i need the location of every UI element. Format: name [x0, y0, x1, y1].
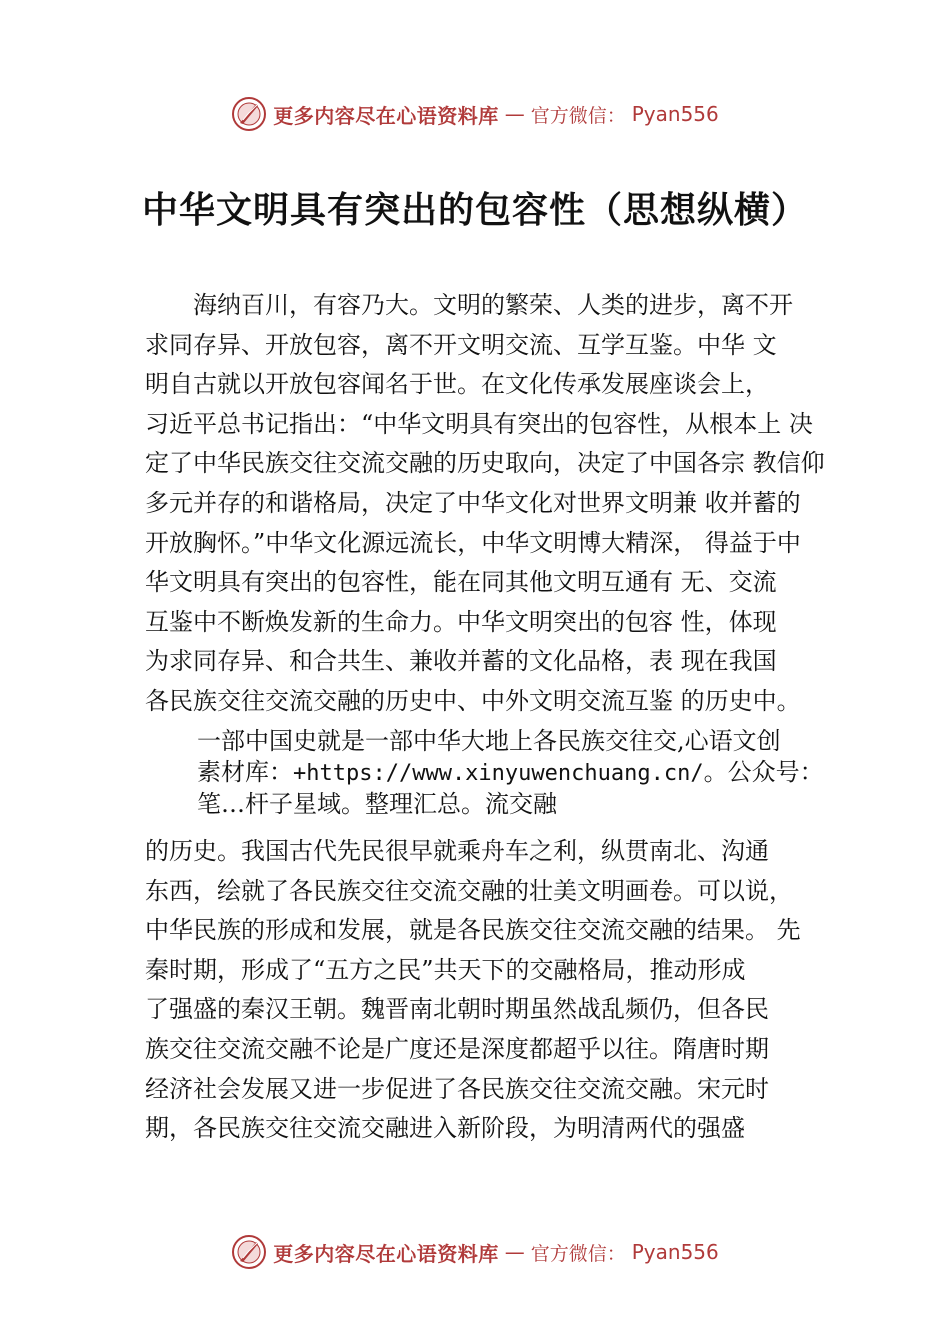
text-line: 互鉴中不断焕发新的生命力。中华文明突出的包容 性，体现	[145, 607, 777, 636]
quill-logo-icon	[231, 1234, 267, 1270]
banner-wechat-id: Pyan556	[631, 102, 719, 126]
text-line: 经济社会发展又进一步促进了各民族交往交流交融。宋元时	[145, 1074, 769, 1103]
text-line: 求同存异、开放包容，离不开文明交流、互学互鉴。中华 文	[145, 330, 777, 359]
promo-line-3: 笔…杆子星域。整理汇总。流交融	[197, 790, 557, 818]
text-line: 习近平总书记指出：“中华文明具有突出的包容性，从根本上 决	[145, 409, 813, 438]
inserted-promo-text	[197, 726, 837, 820]
promo-prefix: 素材库：	[197, 758, 293, 786]
text-line: 海纳百川，有容乃大。文明的繁荣、人类的进步，离不开	[145, 291, 793, 319]
banner-text: 更多内容尽在心语资料库	[273, 103, 499, 128]
text-line: 了强盛的秦汉王朝。魏晋南北朝时期虽然战乱频仍，但各民	[145, 995, 769, 1024]
promo-line-1: 一部中国史就是一部中华大地上各民族交往交,心语文创	[197, 727, 781, 755]
banner-text: 更多内容尽在心语资料库	[273, 1241, 499, 1266]
text-line: 华文明具有突出的包容性，能在同其他文明互通有 无、交流	[145, 568, 777, 597]
text-line: 多元并存的和谐格局，决定了中华文化对世界文明兼 收并蓄的	[145, 488, 801, 517]
paragraph-1	[145, 286, 830, 722]
page-title: 中华文明具有突出的包容性（思想纵横）	[141, 189, 808, 231]
promo-url: +https://www.xinyuwenchuang.cn/	[293, 761, 704, 786]
text-line: 东西，绘就了各民族交往交流交融的壮美文明画卷。可以说，	[145, 876, 793, 905]
promo-line-2	[197, 757, 837, 789]
text-line: 定了中华民族交往交流交融的历史取向，决定了中国各宗 教信仰	[145, 449, 825, 478]
banner-wechat-id: Pyan556	[631, 1240, 719, 1264]
quill-logo-icon	[231, 96, 267, 132]
footer-banner	[0, 1230, 950, 1274]
text-line: 期，各民族交往交流交融进入新阶段，为明清两代的强盛	[145, 1114, 745, 1143]
text-line: 中华民族的形成和发展，就是各民族交往交流交融的结果。 先	[145, 916, 801, 945]
banner-dash: —	[504, 1240, 525, 1264]
text-line: 开放胸怀。”中华文化源远流长，中华文明博大精深， 得益于中	[145, 528, 801, 557]
banner-contact-label: 官方微信：	[530, 1242, 626, 1265]
promo-suffix: 。公众号：	[703, 758, 824, 786]
text-line: 明自古就以开放包容闻名于世。在文化传承发展座谈会上，	[145, 370, 769, 399]
paragraph-2	[145, 832, 830, 1149]
banner-contact-label: 官方微信：	[530, 104, 626, 127]
text-line: 族交往交流交融不论是广度还是深度都超乎以往。隋唐时期	[145, 1034, 769, 1063]
text-line: 秦时期，形成了“五方之民”共天下的交融格局，推动形成	[145, 955, 746, 984]
text-line: 各民族交往交流交融的历史中、中外文明交流互鉴 的历史中。	[145, 686, 801, 715]
text-line: 的历史。我国古代先民很早就乘舟车之利，纵贯南北、沟通	[145, 837, 769, 865]
header-banner	[0, 92, 950, 136]
text-line: 为求同存异、和合共生、兼收并蓄的文化品格，表 现在我国	[145, 647, 777, 676]
banner-dash: —	[504, 102, 525, 126]
